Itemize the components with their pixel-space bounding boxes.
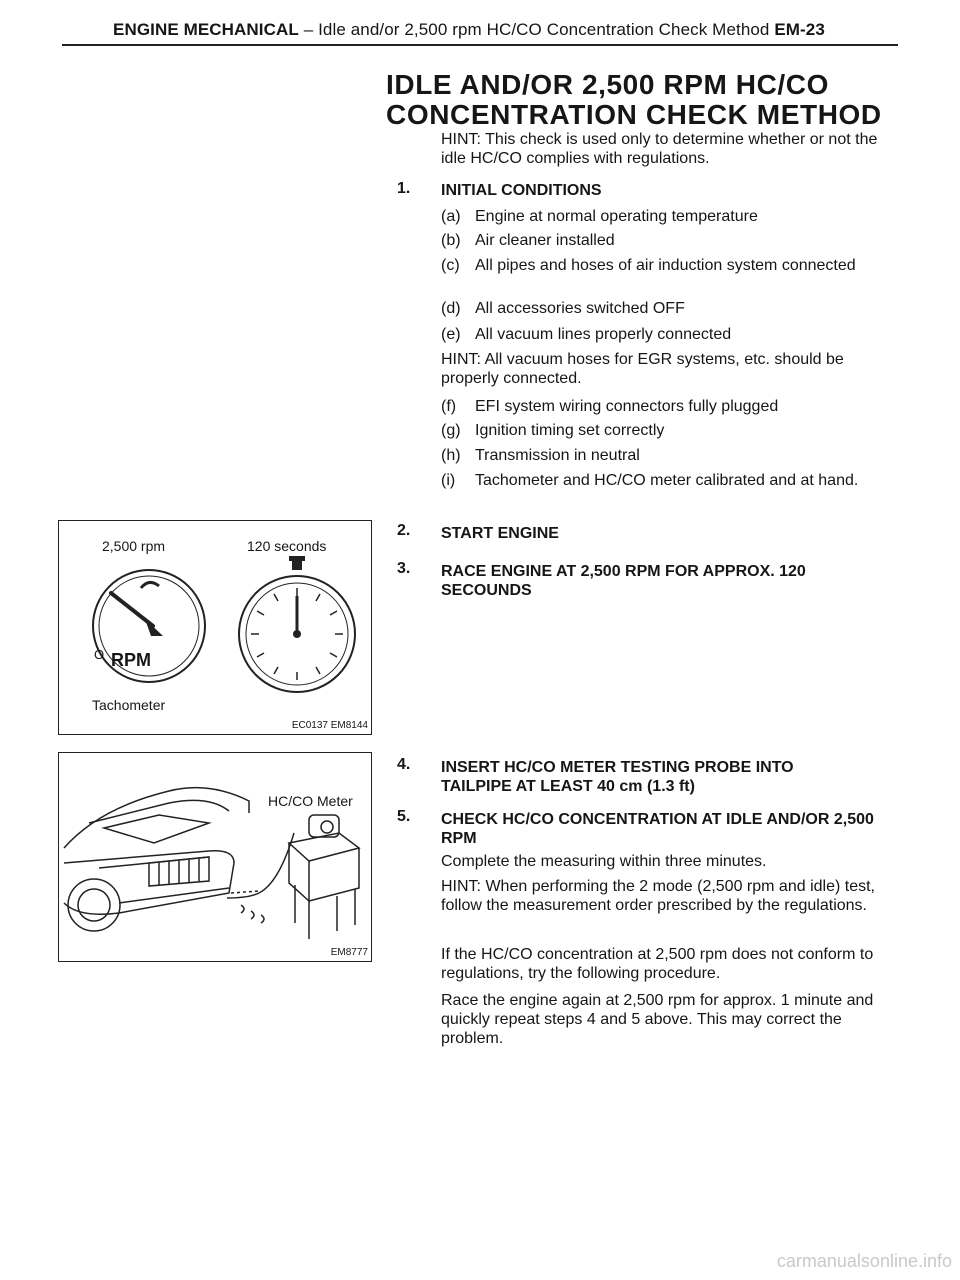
step5-hint: HINT: When performing the 2 mode (2,500 rpm and idle) test, follow the measurement order prescribed by the regulations.	[441, 878, 875, 914]
step2-title: START ENGINE	[441, 525, 559, 542]
header-section: ENGINE MECHANICAL	[113, 20, 299, 39]
step5-para-1: Complete the measuring within three minutes.	[441, 853, 767, 870]
hcco-meter-device-icon	[289, 815, 359, 939]
list-item: (f) EFI system wiring connectors fully plugged	[441, 398, 779, 415]
stopwatch-icon	[239, 556, 355, 692]
page-title	[386, 70, 906, 130]
header-rule	[62, 44, 898, 46]
list-item: (c) All pipes and hoses of air induction system connected	[441, 257, 856, 274]
figure-code: EM8777	[330, 947, 368, 958]
label-2500-rpm: 2,500 rpm	[102, 538, 166, 554]
step4-title: INSERT HC/CO METER TESTING PROBE INTO TAILPIPE AT LEAST 40 cm (1.3 ft)	[441, 759, 794, 795]
figure-tachometer	[58, 520, 372, 735]
step1-number: 1.	[397, 180, 411, 197]
page-title-line2: CONCENTRATION CHECK METHOD	[386, 99, 882, 130]
label-120-seconds: 120 seconds	[247, 538, 327, 554]
dial-zero-mark: O	[94, 647, 105, 662]
exhaust-probe-icon	[227, 833, 294, 923]
page-number: EM-23	[774, 20, 825, 39]
list-item: (g) Ignition timing set correctly	[441, 422, 665, 439]
list-item: (b) Air cleaner installed	[441, 232, 615, 249]
gauges-illustration	[59, 556, 371, 696]
list-item: (d) All accessories switched OFF	[441, 300, 685, 317]
intro-hint: HINT: This check is used only to determine whether or not the idle HC/CO complies with regulations.	[441, 131, 878, 167]
car-tailpipe-illustration	[59, 753, 371, 961]
figure-code: EC0137 EM8144	[291, 720, 368, 731]
tachometer-caption: Tachometer	[92, 697, 166, 713]
step5-para-4: Race the engine again at 2,500 rpm for approx. 1 minute and quickly repeat steps 4 and 5 above. This may correct the problem.	[441, 992, 874, 1047]
step4-number: 4.	[397, 756, 411, 773]
list-item: (i) Tachometer and HC/CO meter calibrated and at hand.	[441, 472, 859, 489]
list-item: (h) Transmission in neutral	[441, 447, 640, 464]
step1-title: INITIAL CONDITIONS	[441, 182, 602, 199]
page-title-line1: IDLE AND/OR 2,500 RPM HC/CO	[386, 69, 830, 100]
hcco-meter-label: HC/CO Meter	[268, 793, 353, 809]
running-header	[113, 20, 825, 40]
header-subtitle: – Idle and/or 2,500 rpm HC/CO Concentration Check Method	[303, 20, 770, 39]
list-item: (a) Engine at normal operating temperature	[441, 208, 758, 225]
figure-hcco-meter	[58, 752, 372, 962]
site-watermark: carmanualsonline.info	[776, 1251, 952, 1271]
list-item: (e) All vacuum lines properly connected	[441, 326, 732, 343]
dial-rpm-label: RPM	[111, 650, 151, 670]
step5-title: CHECK HC/CO CONCENTRATION AT IDLE AND/OR 2,500 RPM	[441, 811, 874, 847]
step5-para-3: If the HC/CO concentration at 2,500 rpm does not conform to regulations, try the following procedure.	[441, 946, 874, 982]
step3-number: 3.	[397, 560, 411, 577]
car-icon	[64, 788, 249, 931]
step5-number: 5.	[397, 808, 411, 825]
step2-number: 2.	[397, 522, 411, 539]
step3-title: RACE ENGINE AT 2,500 RPM FOR APPROX. 120 SECOUNDS	[441, 563, 806, 599]
step1-hint: HINT: All vacuum hoses for EGR systems, etc. should be properly connected.	[441, 351, 844, 387]
